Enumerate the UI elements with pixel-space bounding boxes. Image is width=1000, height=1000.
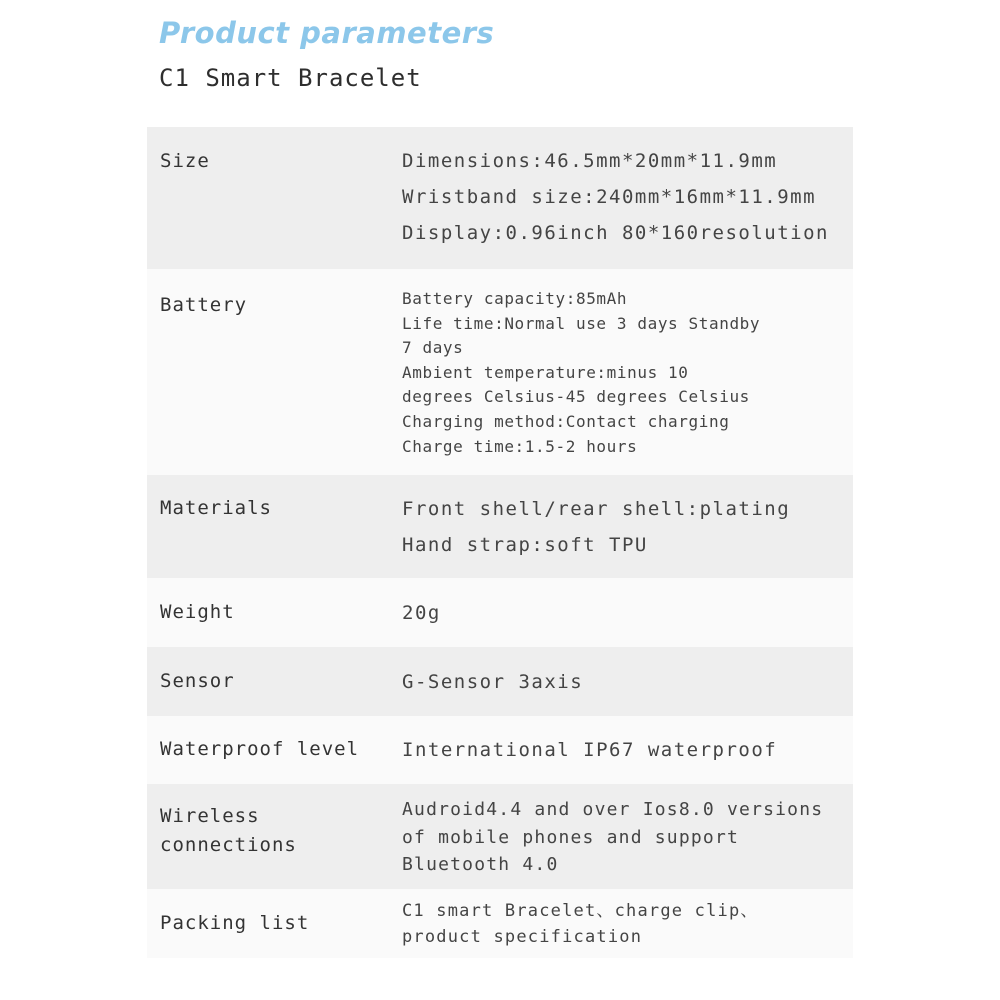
value-line: Ambient temperature:minus 10: [402, 362, 689, 382]
row-label-weight: Weight: [160, 601, 235, 623]
parameters-table: [147, 127, 853, 958]
table-row-waterproof: [147, 716, 853, 784]
row-label-wireless: [160, 802, 297, 860]
table-row-materials: [147, 475, 853, 578]
value-line: product specification: [402, 926, 643, 947]
table-row-sensor: [147, 647, 853, 716]
value-line: G-Sensor 3axis: [402, 671, 584, 693]
label-line: connections: [160, 834, 297, 856]
row-label-size: Size: [160, 150, 210, 172]
page-title: Product parameters: [159, 16, 495, 50]
value-line: Battery capacity:85mAh: [402, 289, 628, 308]
row-value-weight: [402, 595, 441, 631]
row-value-waterproof: [402, 732, 777, 768]
table-row-size: [147, 127, 853, 269]
value-line: degrees Celsius-45 degrees Celsius: [402, 387, 750, 407]
row-label-packing: Packing list: [160, 912, 310, 934]
value-line: Hand strap:soft TPU: [402, 534, 648, 556]
value-line: Front shell/rear shell:plating: [402, 498, 791, 520]
value-line: C1 smart Bracelet、charge clip、: [402, 901, 759, 921]
row-value-wireless: [402, 796, 823, 879]
row-value-packing: [402, 899, 759, 950]
value-line: Audroid4.4 and over Ios8.0 versions: [402, 799, 824, 820]
row-label-materials: Materials: [160, 497, 272, 519]
value-line: 20g: [402, 602, 441, 624]
product-name: C1 Smart Bracelet: [159, 64, 422, 92]
value-line: of mobile phones and support: [402, 826, 740, 848]
value-line: Charge time:1.5-2 hours: [402, 436, 638, 456]
row-value-battery: [402, 287, 760, 459]
value-line: International IP67 waterproof: [402, 739, 778, 761]
value-line: 7 days: [402, 338, 464, 358]
value-line: Bluetooth 4.0: [402, 854, 559, 875]
row-value-materials: [402, 491, 790, 563]
value-line: Life time:Normal use 3 days Standby: [402, 313, 761, 333]
row-label-battery: Battery: [160, 294, 248, 316]
table-row-weight: [147, 578, 853, 647]
label-line: Wireless: [160, 805, 260, 827]
table-row-battery: [147, 269, 853, 475]
value-line: Charging method:Contact charging: [402, 411, 730, 431]
value-line: Dimensions:46.5mm*20mm*11.9mm: [402, 150, 778, 172]
value-line: Wristband size:240mm*16mm*11.9mm: [402, 186, 817, 208]
row-label-waterproof: Waterproof level: [160, 738, 360, 760]
value-line: Display:0.96inch 80*160resolution: [402, 222, 829, 244]
table-row-packing: [147, 889, 853, 958]
table-row-wireless: [147, 784, 853, 889]
row-label-sensor: Sensor: [160, 670, 235, 692]
row-value-sensor: [402, 664, 583, 700]
row-value-size: [402, 143, 829, 251]
